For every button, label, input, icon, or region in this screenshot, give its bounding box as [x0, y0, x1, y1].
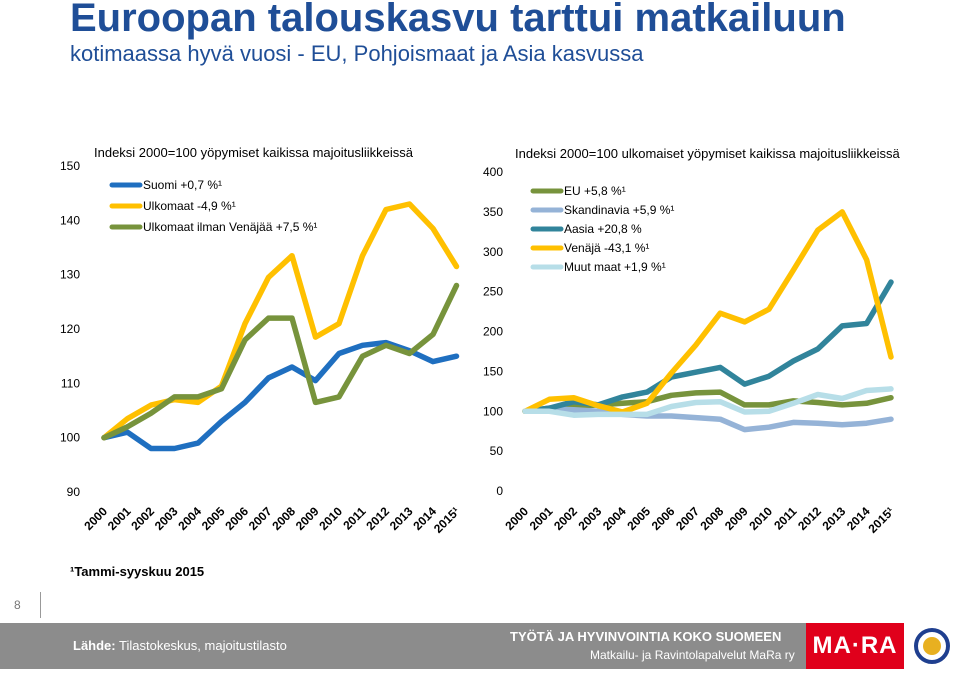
data-point: [841, 211, 843, 213]
x-tick-label: 2012: [363, 504, 393, 534]
x-tick-label: 2004: [599, 504, 629, 534]
legend-label: Venäjä -43,1 %¹: [564, 241, 650, 255]
data-point: [768, 375, 770, 377]
data-point: [315, 380, 317, 382]
data-point: [127, 426, 129, 428]
data-point: [646, 402, 648, 404]
x-tick-label: 2003: [575, 504, 605, 534]
data-point: [573, 397, 575, 399]
data-point: [150, 404, 152, 406]
data-point: [385, 345, 387, 347]
y-tick-label: 300: [482, 244, 503, 259]
data-point: [866, 422, 868, 424]
data-point: [268, 317, 270, 319]
x-tick-label: 2008: [697, 504, 727, 534]
data-point: [622, 414, 624, 416]
data-point: [291, 366, 293, 368]
data-point: [362, 255, 364, 257]
chart-title: Indeksi 2000=100 yöpymiset kaikissa majoitusliikkeissä: [94, 145, 414, 160]
crest-logo: [904, 623, 960, 669]
data-point: [362, 355, 364, 357]
data-point: [866, 323, 868, 325]
x-tick-label: 2000: [502, 504, 532, 534]
data-point: [315, 336, 317, 338]
data-point: [524, 410, 526, 412]
data-point: [817, 394, 819, 396]
y-tick-label: 50: [489, 444, 503, 459]
data-point: [597, 405, 599, 407]
mara-logo: MA·RA: [806, 623, 904, 669]
legend-label: Ulkomaat ilman Venäjää +7,5 %¹: [143, 220, 318, 234]
data-point: [409, 203, 411, 205]
data-point: [174, 396, 176, 398]
x-tick-label: 2011: [340, 504, 369, 533]
data-point: [221, 388, 223, 390]
data-point: [671, 395, 673, 397]
x-tick-label: 2001: [526, 504, 556, 534]
legend-label: Ulkomaat -4,9 %¹: [143, 199, 236, 213]
data-point: [646, 414, 648, 416]
series-line: [104, 286, 457, 438]
x-tick-label: 2002: [551, 504, 580, 534]
y-tick-label: 200: [482, 324, 503, 339]
data-point: [244, 402, 246, 404]
data-point: [793, 422, 795, 424]
data-point: [768, 426, 770, 428]
data-point: [817, 402, 819, 404]
y-tick-label: 350: [482, 204, 503, 219]
legend-label: Aasia +20,8 %: [564, 222, 642, 236]
footer-bar: [0, 623, 960, 669]
data-point: [719, 418, 721, 420]
data-point: [456, 266, 458, 268]
y-tick-label: 150: [482, 364, 503, 379]
data-point: [671, 415, 673, 417]
footer-tagline: TYÖTÄ JA HYVINVOINTIA KOKO SUOMEEN: [510, 629, 782, 644]
data-point: [890, 356, 892, 358]
footer-org: Matkailu- ja Ravintolapalvelut MaRa ry: [590, 648, 795, 662]
data-point: [622, 396, 624, 398]
data-point: [768, 308, 770, 310]
source-text: Tilastokeskus, majoitustilasto: [119, 638, 287, 653]
data-point: [866, 259, 868, 261]
data-point: [385, 209, 387, 211]
y-tick-label: 250: [482, 284, 503, 299]
y-tick-label: 0: [496, 484, 503, 498]
data-point: [291, 317, 293, 319]
data-point: [817, 422, 819, 424]
data-point: [841, 424, 843, 426]
x-tick-label: 2011: [771, 504, 800, 533]
data-point: [671, 372, 673, 374]
y-tick-label: 90: [66, 485, 80, 499]
x-tick-label: 2015¹: [431, 504, 463, 536]
x-tick-label: 2006: [648, 504, 678, 534]
x-tick-label: 2005: [198, 504, 228, 534]
x-tick-label: 2010: [746, 504, 776, 534]
data-point: [268, 277, 270, 279]
data-point: [597, 414, 599, 416]
data-point: [103, 437, 105, 439]
data-point: [890, 281, 892, 283]
legend-label: Suomi +0,7 %¹: [143, 178, 223, 192]
series-line: [525, 409, 891, 430]
data-point: [695, 392, 697, 394]
data-point: [646, 391, 648, 393]
data-point: [719, 312, 721, 314]
x-tick-label: 2013: [386, 504, 416, 534]
page-subtitle: kotimaassa hyvä vuosi - EU, Pohjoismaat ja Asia kasvussa: [70, 41, 644, 66]
data-point: [127, 418, 129, 420]
data-point: [719, 391, 721, 393]
data-point: [244, 339, 246, 341]
data-point: [768, 404, 770, 406]
x-tick-label: 2008: [269, 504, 299, 534]
y-tick-label: 130: [59, 267, 80, 282]
data-point: [744, 321, 746, 323]
data-point: [432, 334, 434, 336]
y-tick-label: 140: [59, 213, 80, 228]
legend-label: Skandinavia +5,9 %¹: [564, 203, 675, 217]
source-label: Lähde:: [73, 638, 116, 653]
data-point: [671, 406, 673, 408]
data-point: [197, 396, 199, 398]
data-point: [793, 402, 795, 404]
footer-source: [73, 638, 287, 653]
y-tick-label: 120: [59, 322, 80, 336]
data-point: [622, 402, 624, 404]
page-title: Euroopan talouskasvu tarttui matkailuun: [70, 0, 846, 40]
data-point: [719, 401, 721, 403]
data-point: [409, 353, 411, 355]
data-point: [197, 442, 199, 444]
y-tick-label: 100: [59, 430, 80, 445]
x-tick-label: 2000: [81, 504, 111, 534]
data-point: [573, 409, 575, 411]
data-point: [744, 383, 746, 385]
data-point: [695, 371, 697, 373]
data-point: [695, 417, 697, 419]
legend-label: EU +5,8 %¹: [564, 184, 626, 198]
data-point: [268, 377, 270, 379]
data-point: [841, 398, 843, 400]
data-point: [841, 404, 843, 406]
data-point: [197, 402, 199, 404]
data-point: [695, 344, 697, 346]
chart-title: Indeksi 2000=100 ulkomaiset yöpymiset kaikissa majoitusliikkeissä: [515, 146, 900, 161]
crest-icon: [904, 623, 960, 669]
page-divider: [40, 592, 41, 618]
data-point: [573, 414, 575, 416]
data-point: [150, 412, 152, 414]
data-point: [432, 228, 434, 230]
x-tick-label: 2007: [673, 504, 702, 534]
data-point: [793, 269, 795, 271]
data-point: [174, 448, 176, 450]
data-point: [890, 418, 892, 420]
y-tick-label: 150: [59, 159, 80, 173]
data-point: [315, 402, 317, 404]
data-point: [150, 448, 152, 450]
x-tick-label: 2007: [245, 504, 275, 534]
data-point: [866, 390, 868, 392]
x-tick-label: 2013: [819, 504, 849, 534]
data-point: [841, 325, 843, 327]
data-point: [362, 345, 364, 347]
x-tick-label: 2003: [151, 504, 181, 534]
data-point: [291, 255, 293, 257]
data-point: [695, 402, 697, 404]
data-point: [456, 355, 458, 357]
data-point: [221, 421, 223, 423]
data-point: [817, 348, 819, 350]
data-point: [432, 361, 434, 363]
footnote: ¹Tammi-syyskuu 2015: [70, 564, 205, 579]
data-point: [573, 401, 575, 403]
data-point: [890, 388, 892, 390]
x-tick-label: 2005: [624, 504, 654, 534]
data-point: [338, 353, 340, 355]
data-point: [744, 429, 746, 431]
x-tick-label: 2009: [292, 504, 322, 534]
x-tick-label: 2001: [104, 504, 134, 534]
x-tick-label: 2010: [316, 504, 346, 534]
y-tick-label: 100: [482, 404, 503, 419]
data-point: [338, 323, 340, 325]
data-point: [866, 402, 868, 404]
data-point: [244, 323, 246, 325]
x-tick-label: 2009: [721, 504, 751, 534]
x-tick-label: 2002: [128, 504, 158, 534]
x-tick-label: 2014: [410, 504, 440, 534]
legend-label: Muut maat +1,9 %¹: [564, 260, 666, 274]
x-tick-label: 2004: [175, 504, 205, 534]
x-tick-label: 2012: [795, 504, 824, 534]
x-tick-label: 2006: [222, 504, 252, 534]
data-point: [793, 360, 795, 362]
data-point: [549, 410, 551, 412]
data-point: [127, 431, 129, 433]
y-tick-label: 400: [482, 165, 503, 179]
data-point: [338, 396, 340, 398]
data-point: [744, 404, 746, 406]
data-point: [456, 285, 458, 287]
series-line: [104, 343, 457, 449]
data-point: [768, 410, 770, 412]
x-tick-label: 2014: [843, 504, 873, 534]
data-point: [549, 398, 551, 400]
data-point: [744, 411, 746, 413]
data-point: [719, 367, 721, 369]
data-point: [817, 229, 819, 231]
y-tick-label: 110: [60, 376, 80, 391]
x-tick-label: 2015¹: [865, 504, 898, 536]
data-point: [890, 397, 892, 399]
page-number: 8: [14, 598, 21, 612]
